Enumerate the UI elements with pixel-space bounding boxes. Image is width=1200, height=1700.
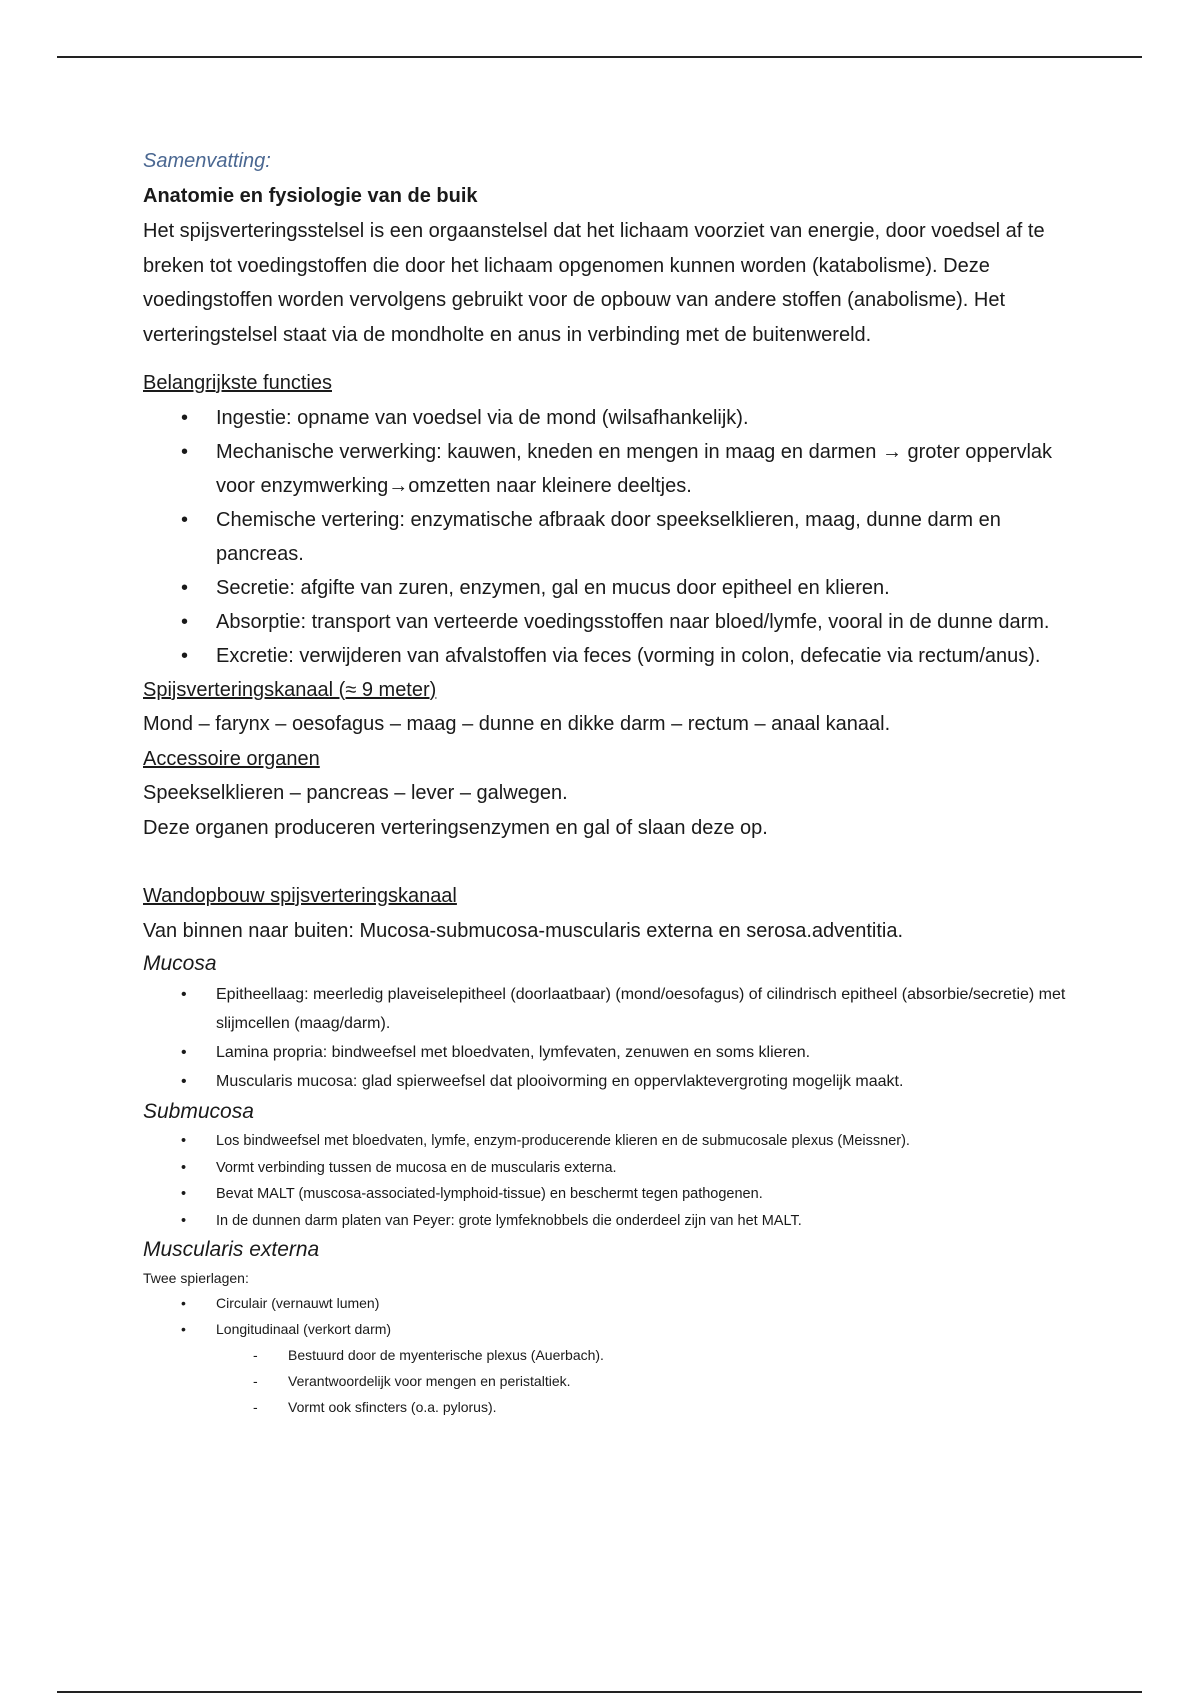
muscularis-sublist [143, 1342, 1073, 1420]
functies-heading: Belangrijkste functies [143, 372, 332, 394]
kanaal-text: Mond – farynx – oesofagus – maag – dunne en dikke darm – rectum – anaal kanaal. [143, 713, 891, 735]
wand-text: Van binnen naar buiten: Mucosa-submucosa-muscularis externa en serosa.adventitia. [143, 919, 904, 942]
mucosa-heading: Mucosa [143, 952, 217, 975]
list-item: - Bestuurd door de myenterische plexus (Auerbach). [143, 1342, 1073, 1368]
list-item: • Bevat MALT (muscosa-associated-lymphoid-tissue) en beschermt tegen pathogenen. [143, 1181, 1073, 1208]
list-item: • Secretie: afgifte van zuren, enzymen, gal en mucus door epitheel en klieren. [143, 571, 1073, 605]
accessoire-line-1: Speekselklieren – pancreas – lever – galwegen. [143, 782, 568, 804]
muscularis-list [143, 1290, 1073, 1342]
kanaal-heading: Spijsverteringskanaal (≈ 9 meter) [143, 678, 437, 701]
muscularis-heading: Muscularis externa [143, 1238, 320, 1261]
document-subtitle: Samenvatting: [143, 150, 271, 172]
functies-list [143, 401, 1073, 673]
list-item: • Los bindweefsel met bloedvaten, lymfe, enzym-producerende klieren en de submucosale plexus (Meissner). [143, 1128, 1073, 1155]
list-item: • Epitheellaag: meerledig plaveiselepitheel (doorlaatbaar) (mond/oesofagus) of cilindrisch epitheel (absorbie/secretie) met slijmcellen (maag/darm). [143, 980, 1073, 1038]
header-rule [57, 56, 1142, 58]
list-item: • Vormt verbinding tussen de mucosa en de muscularis externa. [143, 1155, 1073, 1182]
list-item: • Longitudinaal (verkort darm) [143, 1316, 1073, 1342]
submucosa-heading: Submucosa [143, 1100, 254, 1123]
list-item: • Chemische vertering: enzymatische afbraak door speekselklieren, maag, dunne darm en pancreas. [143, 503, 1073, 571]
muscularis-intro: Twee spierlagen: [143, 1270, 249, 1286]
list-item: - Verantwoordelijk voor mengen en peristaltiek. [143, 1368, 1073, 1394]
mucosa-list [143, 980, 1073, 1096]
accessoire-heading: Accessoire organen [143, 747, 320, 770]
list-item: • Mechanische verwerking: kauwen, kneden en mengen in maag en darmen → groter oppervlak voor enzymwerking→omzetten naar kleinere deeltjes. [143, 435, 1073, 503]
intro-paragraph: Het spijsverteringsstelsel is een orgaanstelsel dat het lichaam voorziet van energie, door voedsel af te breken tot voedingstoffen die door het lichaam opgenomen kunnen worden (katabolisme). Deze voedingstoffen worden vervolgens gebruikt voor de opbouw van andere stoffen (anabolisme). Het verteringstelsel staat via de mondholte en anus in verbinding met de buitenwereld. [143, 220, 1045, 346]
wand-heading: Wandopbouw spijsverteringskanaal [143, 885, 457, 907]
list-item: • Absorptie: transport van verteerde voedingsstoffen naar bloed/lymfe, vooral in de dunne darm. [143, 605, 1073, 639]
accessoire-line-2: Deze organen produceren verteringsenzymen en gal of slaan deze op. [143, 816, 768, 839]
list-item: • In de dunnen darm platen van Peyer: grote lymfeknobbels die onderdeel zijn van het MALT. [143, 1208, 1073, 1235]
list-item: • Circulair (vernauwt lumen) [143, 1290, 1073, 1316]
document-body [143, 150, 1073, 1420]
document-title: Anatomie en fysiologie van de buik [143, 185, 478, 207]
list-item: • Ingestie: opname van voedsel via de mond (wilsafhankelijk). [143, 401, 1073, 435]
list-item: • Excretie: verwijderen van afvalstoffen via feces (vorming in colon, defecatie via rectum/anus). [143, 639, 1073, 673]
list-item: • Lamina propria: bindweefsel met bloedvaten, lymfevaten, zenuwen en soms klieren. [143, 1038, 1073, 1067]
list-item: • Muscularis mucosa: glad spierweefsel dat plooivorming en oppervlaktevergroting mogelijk maakt. [143, 1067, 1073, 1096]
list-item: - Vormt ook sfincters (o.a. pylorus). [143, 1394, 1073, 1420]
submucosa-list [143, 1128, 1073, 1234]
footer-rule [57, 1691, 1142, 1693]
